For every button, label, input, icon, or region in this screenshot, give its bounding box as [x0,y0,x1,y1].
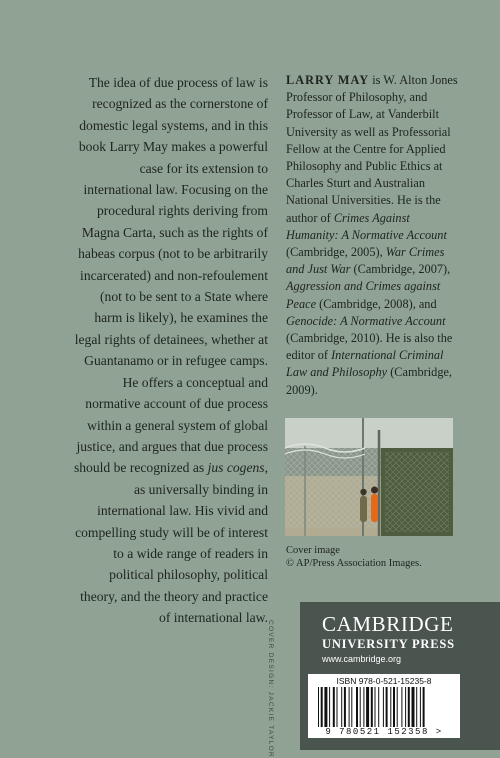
book-title: Aggression and Crimes against Peace [286,279,441,311]
cover-photo [285,418,453,536]
bio-text: (Cambridge, 2007), [350,262,451,277]
author-bio [286,72,458,399]
blurb-text-2: , as universally binding in international law. His vivid and compelling study will be of interest to a wide range of readers in political philosophy, political theory, and the theory and practice of international law. [75,460,268,626]
book-title: War Crimes and Just War [286,245,445,277]
caption-line: © AP/Press Association Images. [286,558,422,569]
bio-text: (Cambridge, 2009). [286,365,453,397]
bio-text: (Cambridge, 2005), [286,245,386,260]
book-title: Crimes Against Humanity: A Normative Account [286,210,447,242]
design-credit-text: COVER DESIGN: JACKIE TAYLOR [267,620,274,758]
blurb-emphasis: jus cogens [207,460,265,476]
publisher-name: CAMBRIDGE [322,612,454,636]
author-name: LARRY MAY [286,73,370,87]
barcode [308,674,460,738]
book-title: International Criminal Law and Philosophy [286,348,444,380]
bio-text: (Cambridge, 2010). He is also the editor of [286,331,453,363]
bio-text: (Cambridge, 2008), and [316,296,437,311]
caption-line: Cover image [286,545,340,556]
isbn-label: ISBN 978-0-521-15235-8 [336,676,432,686]
bio-text: is W. Alton Jones Professor of Philosophy, and Professor of Law, at Vanderbilt University as well as Professorial Fellow at the Centre for Applied Philosophy and Public Ethics at Charles Sturt and Australian National Universities. He is the author of [286,73,458,225]
book-blurb [70,72,268,629]
isbn-digits: 9 780521 152358 > [325,727,443,737]
blurb-text-1: The idea of due process of law is recognized as the cornerstone of domestic legal systems, and in this book Larry May makes a powerful case for its extension to international law. Focusing on the procedural rights deriving from Magna Carta, such as the rights of habeas corpus (not to be arbitrarily incarcerated) and non-refoulement (not to be sent to a State where harm is likely), he examines the legal rights of detainees, whether at Guantanamo or in refugee camps. He offers a conceptual and normative account of due process within a general system of global justice, and argues that due process should be recognized as [73,75,268,476]
publisher-subtitle: UNIVERSITY PRESS [322,637,455,651]
photo-caption [286,544,456,570]
detention-camp-photo [285,418,453,536]
design-credit [262,620,276,758]
book-title: Genocide: A Normative Account [286,313,446,328]
publisher-url: www.cambridge.org [322,654,402,664]
